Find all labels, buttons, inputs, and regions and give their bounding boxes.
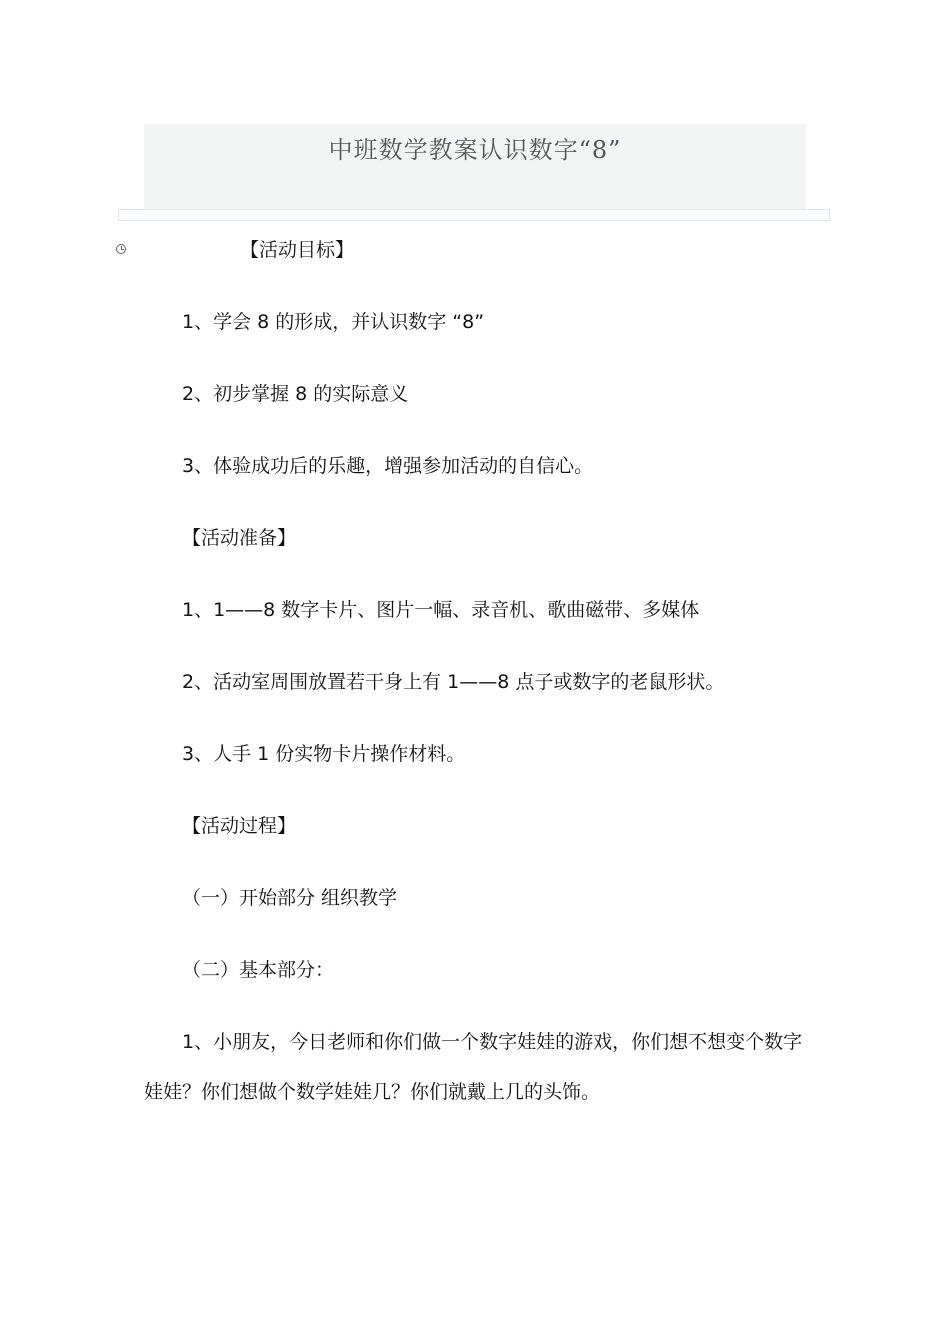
paragraph-line-2: 娃娃？你们想做个数学娃娃几？你们就戴上几的头饰。 — [144, 1081, 601, 1103]
prep-item-3: 3、人手 1 份实物卡片操作材料。 — [182, 743, 466, 765]
process-item-2: （二）基本部分： — [182, 959, 335, 981]
prep-item-2: 2、活动室周围放置若干身上有 1——8 点子或数字的老鼠形状。 — [182, 671, 725, 693]
goal-item-2: 2、初步掌握 8 的实际意义 — [182, 383, 409, 405]
title-divider — [118, 209, 830, 221]
process-heading: 【活动过程】 — [182, 815, 297, 837]
goal-item-1: 1、学会 8 的形成，并认识数字 “8” — [182, 311, 485, 333]
clock-icon — [116, 244, 126, 254]
goal-item-3: 3、体验成功后的乐趣，增强参加活动的自信心。 — [182, 455, 594, 477]
document-title: 中班数学教案认识数字“8” — [328, 136, 622, 164]
prep-item-1: 1、1——8 数字卡片、图片一幅、录音机、歌曲磁带、多媒体 — [182, 599, 700, 621]
goals-heading: 【活动目标】 — [240, 239, 355, 261]
prep-heading: 【活动准备】 — [182, 527, 297, 549]
paragraph-line-1: 1、小朋友，今日老师和你们做一个数字娃娃的游戏，你们想不想变个数字 — [182, 1031, 803, 1053]
process-item-1: （一）开始部分 组织教学 — [182, 887, 398, 909]
